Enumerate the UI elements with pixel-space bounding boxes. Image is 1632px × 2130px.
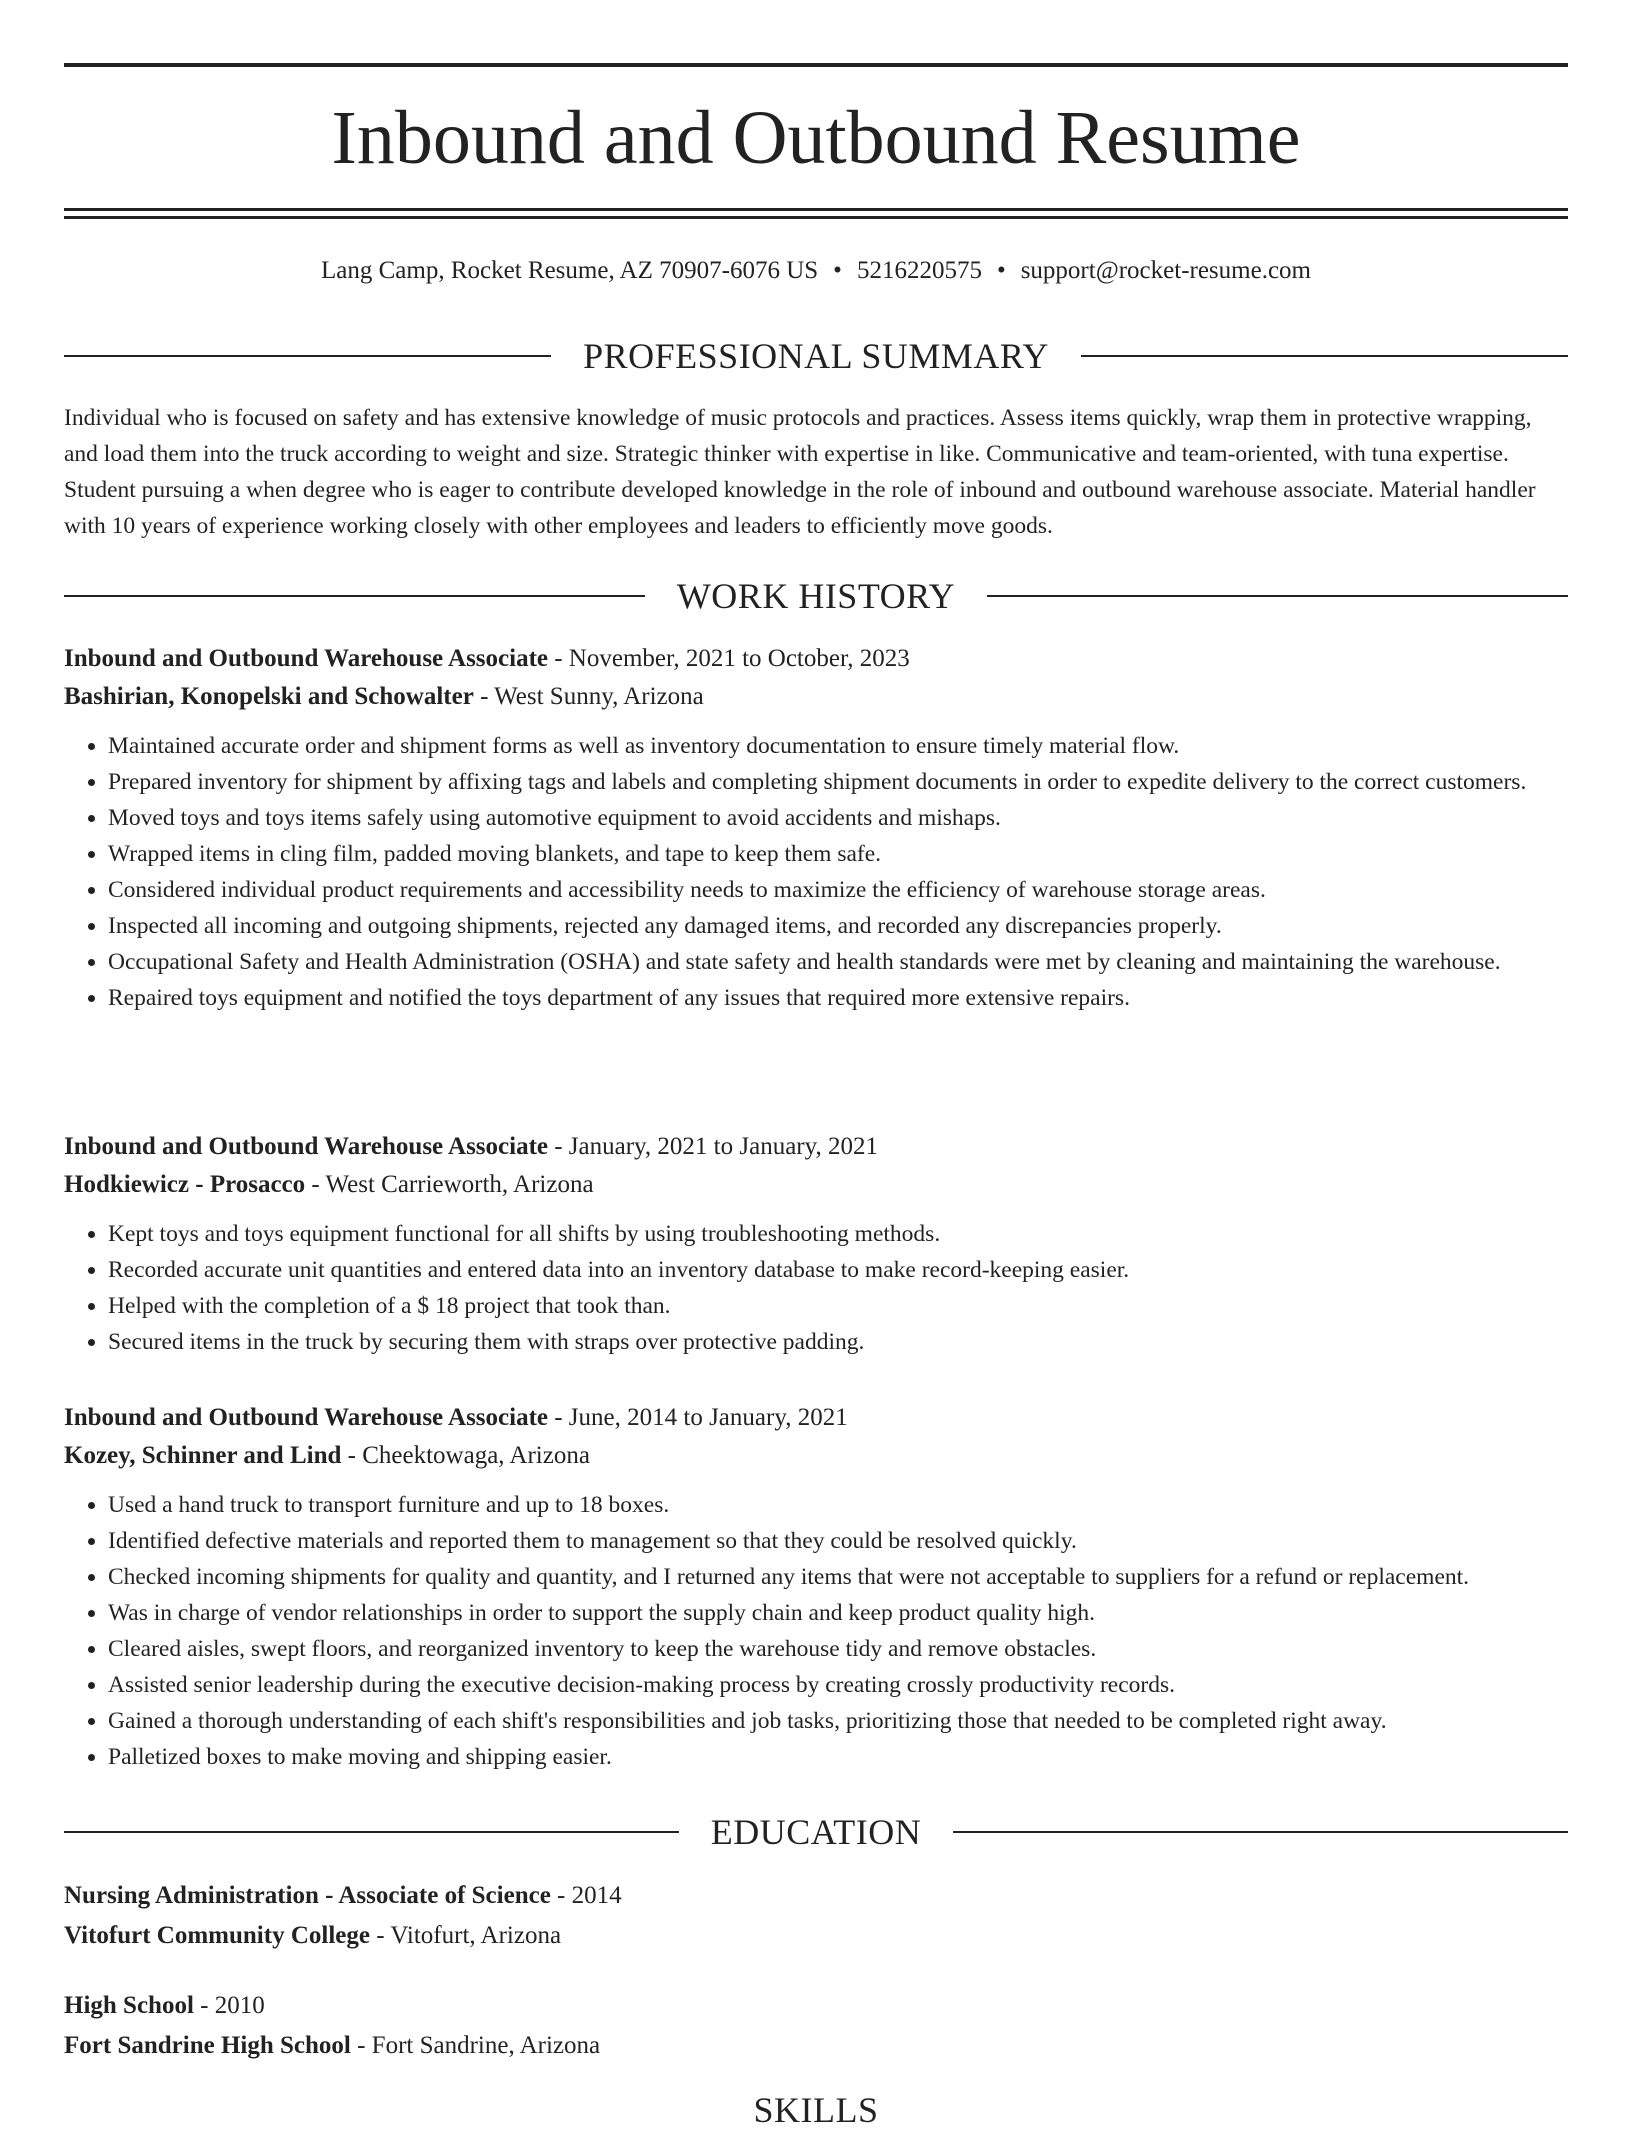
education-location: - Vitofurt, Arizona bbox=[369, 1922, 562, 1949]
education-school: Vitofurt Community College bbox=[64, 1922, 370, 1949]
job-bullet: • Wrapped items in cling film, padded moving blankets, and tape to keep them safe. bbox=[108, 836, 1568, 872]
job-dates: - November, 2021 to October, 2023 bbox=[547, 645, 910, 672]
section-heading-label: PROFESSIONAL SUMMARY bbox=[583, 336, 1049, 376]
education-degree: High School bbox=[64, 1992, 194, 2019]
section-heading-skills bbox=[64, 2090, 1568, 2130]
heading-rule-left bbox=[64, 595, 645, 597]
job-title: Inbound and Outbound Warehouse Associate bbox=[64, 1133, 548, 1160]
contact-address: Lang Camp, Rocket Resume, AZ 70907-6076 US bbox=[321, 257, 819, 284]
section-heading-education bbox=[64, 1812, 1568, 1852]
job-bullet: • Considered individual product requirements and accessibility needs to maximize the efficiency of warehouse storage areas. bbox=[108, 872, 1568, 908]
title-rule-upper bbox=[64, 208, 1568, 211]
job-bullets bbox=[64, 1487, 1568, 1775]
section-heading-summary bbox=[64, 336, 1568, 376]
job-title-line bbox=[64, 1399, 1568, 1437]
job-bullet: • Moved toys and toys items safely using automotive equipment to avoid accidents and mishaps. bbox=[108, 800, 1568, 836]
job-entry bbox=[64, 1399, 1568, 1775]
job-dates: - January, 2021 to January, 2021 bbox=[547, 1133, 879, 1160]
job-bullets bbox=[64, 728, 1568, 1016]
education-school-line bbox=[64, 1916, 1568, 1956]
job-location: - West Carrieworth, Arizona bbox=[305, 1171, 594, 1198]
heading-rule-right bbox=[1081, 355, 1568, 357]
contact-line bbox=[64, 254, 1568, 288]
contact-separator: • bbox=[833, 257, 842, 284]
job-title: Inbound and Outbound Warehouse Associate bbox=[64, 1404, 548, 1431]
job-company: Kozey, Schinner and Lind bbox=[64, 1442, 342, 1469]
education-degree-line bbox=[64, 1876, 1568, 1916]
education-degree: Nursing Administration - Associate of Science bbox=[64, 1882, 551, 1909]
contact-separator: • bbox=[996, 257, 1006, 284]
contact-phone: 5216220575 bbox=[856, 257, 982, 284]
job-bullet: • Palletized boxes to make moving and shipping easier. bbox=[108, 1739, 1568, 1775]
contact-email: support@rocket-resume.com bbox=[1020, 257, 1311, 284]
job-bullets bbox=[64, 1216, 1568, 1360]
heading-rule-right bbox=[987, 595, 1568, 597]
job-bullet: • Assisted senior leadership during the executive decision-making process by creating crossly productivity records. bbox=[108, 1667, 1568, 1703]
education-location: - Fort Sandrine, Arizona bbox=[350, 2032, 601, 2059]
job-company: Bashirian, Konopelski and Schowalter bbox=[64, 683, 474, 710]
heading-rule-left bbox=[64, 1831, 679, 1833]
job-bullet: • Maintained accurate order and shipment forms as well as inventory documentation to ensure timely material flow. bbox=[108, 728, 1568, 764]
job-company-line bbox=[64, 1437, 1568, 1475]
section-heading-label: WORK HISTORY bbox=[676, 576, 956, 616]
job-title-line bbox=[64, 1128, 1568, 1166]
job-bullet: • Occupational Safety and Health Administration (OSHA) and state safety and health standards were met by cleaning and maintaining the warehouse. bbox=[108, 944, 1568, 980]
job-bullet: • Prepared inventory for shipment by affixing tags and labels and completing shipment documents in order to expedite delivery to the correct customers. bbox=[108, 764, 1568, 800]
section-heading-label: SKILLS bbox=[753, 2090, 879, 2130]
education-entry bbox=[64, 1876, 1568, 1956]
job-title-line bbox=[64, 640, 1568, 678]
job-bullet: • Identified defective materials and reported them to management so that they could be resolved quickly. bbox=[108, 1523, 1568, 1559]
job-bullet: • Recorded accurate unit quantities and entered data into an inventory database to make record-keeping easier. bbox=[108, 1252, 1568, 1288]
heading-rule-left bbox=[64, 355, 551, 357]
resume-title: Inbound and Outbound Resume bbox=[331, 96, 1301, 180]
job-bullet: • Was in charge of vendor relationships in order to support the supply chain and keep product quality high. bbox=[108, 1595, 1568, 1631]
section-heading-work bbox=[64, 576, 1568, 616]
job-bullet: • Kept toys and toys equipment functional for all shifts by using troubleshooting methods. bbox=[108, 1216, 1568, 1252]
job-dates: - June, 2014 to January, 2021 bbox=[547, 1404, 848, 1431]
title-rule-lower bbox=[64, 216, 1568, 219]
education-entry bbox=[64, 1986, 1568, 2066]
heading-rule-right bbox=[953, 1831, 1568, 1833]
education-year: - 2010 bbox=[193, 1992, 265, 2019]
job-company-line bbox=[64, 1166, 1568, 1204]
education-year: - 2014 bbox=[550, 1882, 622, 1909]
section-heading-label: EDUCATION bbox=[710, 1812, 922, 1852]
summary-text: Individual who is focused on safety and has extensive knowledge of music protocols and practices. Assess items quickly, wrap them in protective wrapping, and load them into the truck according to weight and size. Strategic thinker with expertise in like. Communicative and team-oriented, with tuna expertise. Student pursuing a when degree who is eager to contribute developed knowledge in the role of inbound and outbound warehouse associate. Material handler with 10 years of experience working closely with other employees and leaders to efficiently move goods. bbox=[64, 405, 1536, 539]
job-entry bbox=[64, 640, 1568, 1016]
job-bullet: • Repaired toys equipment and notified the toys department of any issues that required more extensive repairs. bbox=[108, 980, 1568, 1016]
job-bullet: • Cleared aisles, swept floors, and reorganized inventory to keep the warehouse tidy and remove obstacles. bbox=[108, 1631, 1568, 1667]
job-bullet: • Inspected all incoming and outgoing shipments, rejected any damaged items, and recorded any discrepancies properly. bbox=[108, 908, 1568, 944]
job-entry bbox=[64, 1128, 1568, 1360]
education-school: Fort Sandrine High School bbox=[64, 2032, 351, 2059]
job-company: Hodkiewicz - Prosacco bbox=[64, 1171, 306, 1198]
education-school-line bbox=[64, 2026, 1568, 2066]
job-bullet: • Used a hand truck to transport furniture and up to 18 boxes. bbox=[108, 1487, 1568, 1523]
job-location: - Cheektowaga, Arizona bbox=[341, 1442, 590, 1469]
job-bullet: • Helped with the completion of a $ 18 project that took than. bbox=[108, 1288, 1568, 1324]
job-bullet: • Gained a thorough understanding of each shift's responsibilities and job tasks, prioritizing those that needed to be completed right away. bbox=[108, 1703, 1568, 1739]
job-title: Inbound and Outbound Warehouse Associate bbox=[64, 645, 548, 672]
job-location: - West Sunny, Arizona bbox=[473, 683, 704, 710]
job-company-line bbox=[64, 678, 1568, 716]
job-bullet: • Checked incoming shipments for quality and quantity, and I returned any items that were not acceptable to suppliers for a refund or replacement. bbox=[108, 1559, 1568, 1595]
top-rule bbox=[64, 63, 1568, 67]
education-degree-line bbox=[64, 1986, 1568, 2026]
job-bullet: • Secured items in the truck by securing them with straps over protective padding. bbox=[108, 1324, 1568, 1360]
